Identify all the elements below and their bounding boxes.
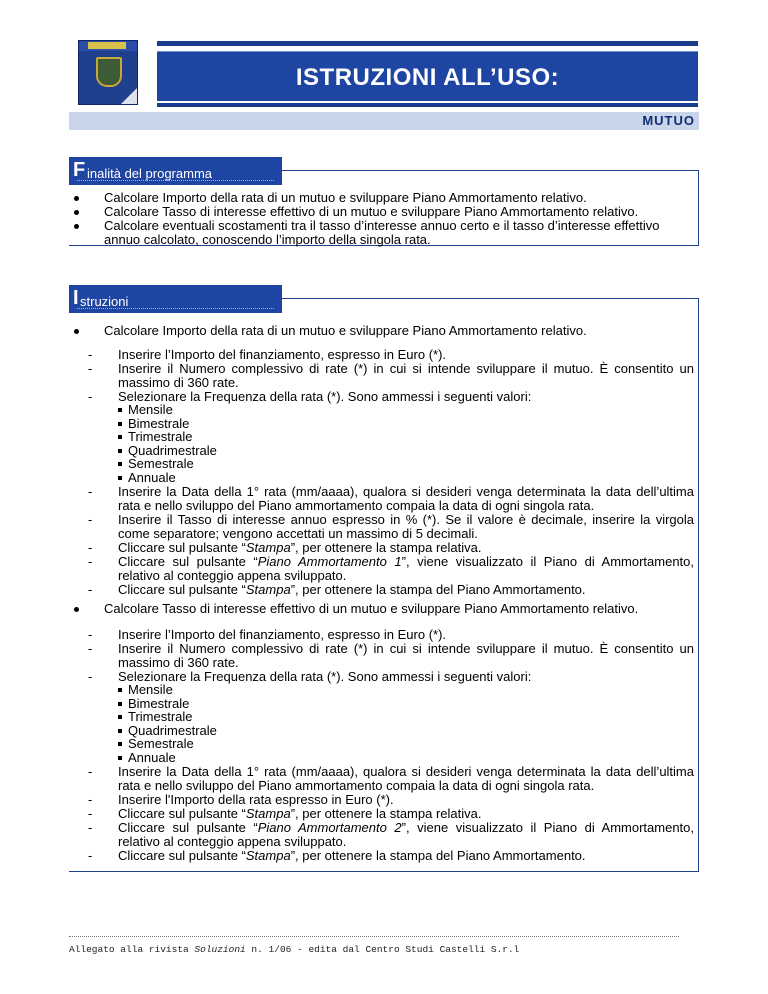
list-item: Semestrale bbox=[118, 457, 418, 471]
step-item: - Cliccare sul pulsante “Stampa”, per ottenere la stampa del Piano Ammortamento. bbox=[88, 848, 586, 863]
istruzioni-heading bbox=[69, 285, 282, 313]
heading-initial: F bbox=[73, 159, 86, 181]
freq-list bbox=[118, 403, 418, 485]
magazine-cover-logo-icon bbox=[78, 40, 138, 105]
footer-text: Allegato alla rivista Soluzioni n. 1/06 - edita dal Centro Studi Castelli S.r.l bbox=[69, 944, 520, 955]
step-item: - Inserire il Numero complessivo di rate (*) in cui si intende sviluppare il mutuo. È consentito un massimo di 360 rate. bbox=[88, 641, 694, 670]
step-item: - Inserire l’Importo del finanziamento, espresso in Euro (*). bbox=[88, 347, 447, 362]
part-title: Calcolare Tasso di interesse effettivo di un mutuo e sviluppare Piano Ammortamento relativo. bbox=[74, 602, 694, 616]
list-item: Calcolare eventuali scostamenti tra il tasso d’interesse annuo certo e il tasso d’interesse effettivo annuo calcolato, conoscendo l’importo della singola rata. bbox=[74, 219, 694, 246]
list-item: Mensile bbox=[118, 403, 418, 417]
list-item: Annuale bbox=[118, 751, 418, 765]
list-item: Annuale bbox=[118, 471, 418, 485]
list-item: Quadrimestrale bbox=[118, 444, 418, 458]
list-item: Semestrale bbox=[118, 737, 418, 751]
freq-list bbox=[118, 683, 418, 765]
step-item: - Inserire la Data della 1° rata (mm/aaaa), qualora si desideri venga determinata la data dell’ultima rata e nello sviluppo del Piano ammortamento compaia la data di ogni singola rata. bbox=[88, 484, 694, 513]
list-item: Trimestrale bbox=[118, 710, 418, 724]
step-item: - Cliccare sul pulsante “Stampa”, per ottenere la stampa relativa. bbox=[88, 540, 482, 555]
heading-initial: I bbox=[73, 287, 79, 309]
footer-divider bbox=[69, 936, 679, 937]
list-item: Bimestrale bbox=[118, 417, 418, 431]
subtitle-bar bbox=[69, 112, 699, 130]
step-item: - Cliccare sul pulsante “Piano Ammortamento 2”, viene visualizzato il Piano di Ammortamento, relativo al conteggio appena sviluppato. bbox=[88, 820, 694, 849]
heading-text: inalità del programma bbox=[87, 166, 213, 181]
list-item: Trimestrale bbox=[118, 430, 418, 444]
list-item: Quadrimestrale bbox=[118, 724, 418, 738]
step-item: - Inserire l’Importo del finanziamento, espresso in Euro (*). bbox=[88, 627, 447, 642]
finalita-heading bbox=[69, 157, 282, 185]
step-item: - Inserire la Data della 1° rata (mm/aaaa), qualora si desideri venga determinata la data dell’ultima rata e nello sviluppo del Piano ammortamento compaia la data di ogni singola rata. bbox=[88, 764, 694, 793]
step-item: - Cliccare sul pulsante “Stampa”, per ottenere la stampa del Piano Ammortamento. bbox=[88, 582, 586, 597]
step-item: - Inserire il Tasso di interesse annuo espresso in % (*). Se il valore è decimale, inserire la virgola come separatore; vengono accettati un massimo di 5 decimali. bbox=[88, 512, 694, 541]
page-subtitle: MUTUO bbox=[642, 113, 695, 128]
step-item: - Inserire l'Importo della rata espresso in Euro (*). bbox=[88, 792, 394, 807]
title-banner bbox=[157, 51, 698, 101]
list-item: Calcolare Importo della rata di un mutuo e sviluppare Piano Ammortamento relativo. bbox=[74, 191, 694, 205]
header-bottom-rule bbox=[157, 103, 698, 107]
step-item: - Inserire il Numero complessivo di rate (*) in cui si intende sviluppare il mutuo. È consentito un massimo di 360 rate. bbox=[88, 361, 694, 390]
list-item: Mensile bbox=[118, 683, 418, 697]
step-item: - Cliccare sul pulsante “Piano Ammortamento 1”, viene visualizzato il Piano di Ammortamento, relativo al conteggio appena sviluppato. bbox=[88, 554, 694, 583]
step-item: - Selezionare la Frequenza della rata (*). Sono ammessi i seguenti valori: bbox=[88, 669, 532, 684]
step-item: - Selezionare la Frequenza della rata (*). Sono ammessi i seguenti valori: bbox=[88, 389, 532, 404]
list-item: Bimestrale bbox=[118, 697, 418, 711]
page-title: ISTRUZIONI ALL’USO: bbox=[295, 64, 560, 91]
list-item: Calcolare Tasso di interesse effettivo di un mutuo e sviluppare Piano Ammortamento relativo. bbox=[74, 205, 694, 219]
header-top-rule bbox=[157, 41, 698, 46]
part-title: Calcolare Importo della rata di un mutuo e sviluppare Piano Ammortamento relativo. bbox=[74, 324, 694, 338]
step-item: - Cliccare sul pulsante “Stampa”, per ottenere la stampa relativa. bbox=[88, 806, 482, 821]
heading-text: struzioni bbox=[80, 294, 129, 309]
